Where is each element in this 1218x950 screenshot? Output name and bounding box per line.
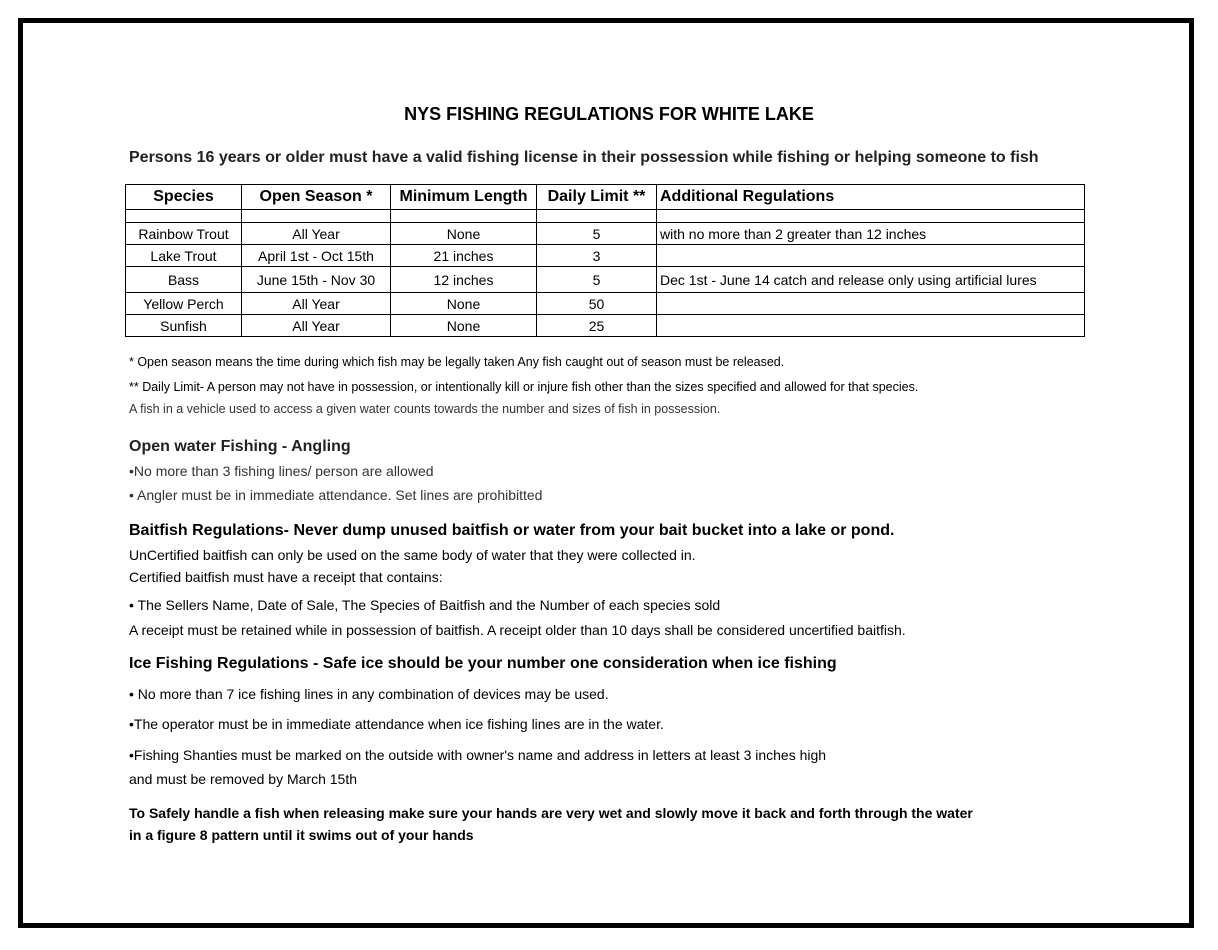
ice-item-continued: and must be removed by March 15th xyxy=(129,771,358,787)
regulations-table xyxy=(125,184,1085,337)
table-header-row xyxy=(126,185,1085,210)
table-row xyxy=(126,245,1085,267)
cell-open-season: April 1st - Oct 15th xyxy=(242,245,391,267)
cell-species: Bass xyxy=(126,267,242,293)
ice-heading: Ice Fishing Regulations - Safe ice should be your number one consideration when ice fishing xyxy=(129,655,837,672)
cell-additional: with no more than 2 greater than 12 inches xyxy=(657,223,1085,245)
license-requirement: Persons 16 years or older must have a valid fishing license in their possession while fishing or helping someone to fish xyxy=(129,149,1039,166)
cell-daily-limit: 5 xyxy=(537,267,657,293)
cell-minimum-length: None xyxy=(391,315,537,337)
cell-minimum-length: None xyxy=(391,223,537,245)
baitfish-receipt-contents: • The Sellers Name, Date of Sale, The Species of Baitfish and the Number of each species sold xyxy=(129,597,721,613)
release-tip-continued: in a figure 8 pattern until it swims out of your hands xyxy=(129,827,474,843)
cell-minimum-length: 12 inches xyxy=(391,267,537,293)
cell-minimum-length: None xyxy=(391,293,537,315)
cell-daily-limit: 3 xyxy=(537,245,657,267)
ice-item: •The operator must be in immediate attendance when ice fishing lines are in the water. xyxy=(129,716,664,732)
release-tip: To Safely handle a fish when releasing make sure your hands are very wet and slowly move it back and forth through the water xyxy=(129,805,973,821)
cell-species: Sunfish xyxy=(126,315,242,337)
baitfish-uncertified: UnCertified baitfish can only be used on the same body of water that they were collected in. xyxy=(129,547,696,563)
page-title: NYS FISHING REGULATIONS FOR WHITE LAKE xyxy=(404,104,814,124)
cell-daily-limit: 25 xyxy=(537,315,657,337)
ice-item: •Fishing Shanties must be marked on the outside with owner's name and address in letters at least 3 inches high xyxy=(129,747,827,763)
cell-additional xyxy=(657,293,1085,315)
cell-daily-limit: 5 xyxy=(537,223,657,245)
open-season-note: * Open season means the time during which fish may be legally taken Any fish caught out of season must be released. xyxy=(129,355,785,369)
cell-species: Yellow Perch xyxy=(126,293,242,315)
cell-additional: Dec 1st - June 14 catch and release only using artificial lures xyxy=(657,267,1085,293)
header-open-season: Open Season * xyxy=(242,185,391,210)
table-row xyxy=(126,223,1085,245)
ice-item: • No more than 7 ice fishing lines in any combination of devices may be used. xyxy=(129,686,609,702)
cell-additional xyxy=(657,315,1085,337)
baitfish-certified: Certified baitfish must have a receipt that contains: xyxy=(129,569,443,585)
header-species: Species xyxy=(126,185,242,210)
cell-open-season: June 15th - Nov 30 xyxy=(242,267,391,293)
baitfish-heading: Baitfish Regulations- Never dump unused baitfish or water from your bait bucket into a lake or pond. xyxy=(129,522,895,539)
header-additional-regulations: Additional Regulations xyxy=(657,185,1085,210)
cell-additional xyxy=(657,245,1085,267)
cell-open-season: All Year xyxy=(242,293,391,315)
cell-open-season: All Year xyxy=(242,223,391,245)
daily-limit-note: ** Daily Limit- A person may not have in possession, or intentionally kill or injure fish other than the sizes specified and allowed for that species. xyxy=(129,380,919,394)
cell-minimum-length: 21 inches xyxy=(391,245,537,267)
table-spacer-row xyxy=(126,210,1085,223)
table-row xyxy=(126,293,1085,315)
angling-item: •No more than 3 fishing lines/ person are allowed xyxy=(129,463,434,479)
table-row xyxy=(126,315,1085,337)
header-daily-limit: Daily Limit ** xyxy=(537,185,657,210)
angling-item: • Angler must be in immediate attendance. Set lines are prohibitted xyxy=(129,487,543,503)
baitfish-receipt-retention: A receipt must be retained while in possession of baitfish. A receipt older than 10 days shall be considered uncertified baitfish. xyxy=(129,622,906,638)
angling-heading: Open water Fishing - Angling xyxy=(129,438,351,455)
cell-daily-limit: 50 xyxy=(537,293,657,315)
vehicle-note: A fish in a vehicle used to access a given water counts towards the number and sizes of fish in possession. xyxy=(129,402,721,416)
cell-species: Lake Trout xyxy=(126,245,242,267)
cell-species: Rainbow Trout xyxy=(126,223,242,245)
cell-open-season: All Year xyxy=(242,315,391,337)
table-row xyxy=(126,267,1085,293)
header-minimum-length: Minimum Length xyxy=(391,185,537,210)
